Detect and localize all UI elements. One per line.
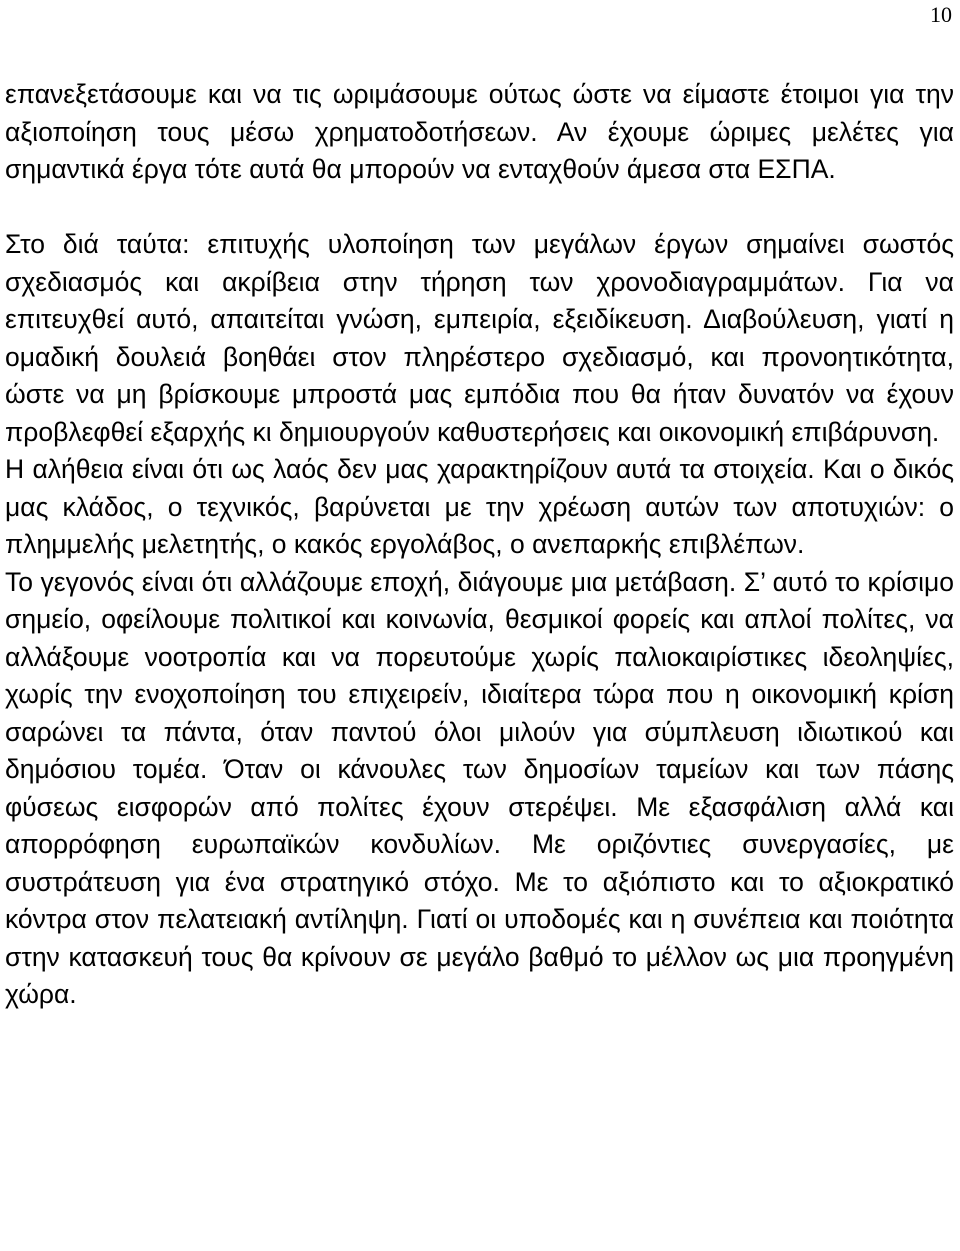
paragraph: Στο διά ταύτα: επιτυχής υλοποίηση των μεγάλων έργων σημαίνει σωστός σχεδιασμός και ακρίβεια στην τήρηση των χρονοδιαγραμμάτων. Για να επιτευχθεί αυτό, απαιτείται γνώση, εμπειρία, εξειδίκευση. Διαβούλευση, γιατί η ομαδική δουλειά βοηθάει στον πληρέστερο σχεδιασμό, και προνοητικότητα, ώστε να μη βρίσκουμε μπροστά μας εμπόδια που θα ήταν δυνατόν να έχουν προβλεφθεί εξαρχής κι δημιουργούν καθυστερήσεις και οικονομική επιβάρυνση.	[5, 229, 954, 447]
page-number: 10	[930, 2, 952, 27]
paragraph: επανεξετάσουμε και να τις ωριμάσουμε ούτως ώστε να είμαστε έτοιμοι για την αξιοποίηση τους μέσω χρηματοδοτήσεων. Αν έχουμε ώριμες μελέτες για σημαντικά έργα τότε αυτά θα μπορούν να ενταχθούν άμεσα στα ΕΣΠΑ.	[5, 79, 954, 184]
body-text	[5, 76, 954, 1014]
paragraph: Η αλήθεια είναι ότι ως λαός δεν μας χαρακτηρίζουν αυτά τα στοιχεία. Και ο δικός μας κλάδος, ο τεχνικός, βαρύνεται με την χρέωση αυτών των αποτυχιών: ο πλημμελής μελετητής, ο κακός εργολάβος, ο ανεπαρκής επιβλέπων.	[5, 454, 954, 559]
paragraph: Το γεγονός είναι ότι αλλάζουμε εποχή, διάγουμε μια μετάβαση. Σ’ αυτό το κρίσιμο σημείο, οφείλουμε πολιτικοί και κοινωνία, θεσμικοί φορείς και απλοί πολίτες, να αλλάξουμε νοοτροπία και να πορευτούμε χωρίς παλιοκαιρίστικες ιδεοληψίες, χωρίς την ενοχοποίηση του επιχειρείν, ιδιαίτερα τώρα που η οικονομική κρίση σαρώνει τα πάντα, όταν παντού όλοι μιλούν για σύμπλευση ιδιωτικού και δημόσιου τομέα. Όταν οι κάνουλες των δημοσίων ταμείων και των πάσης φύσεως εισφορών από πολίτες έχουν στερέψει. Με εξασφάλιση αλλά και απορρόφηση ευρωπαϊκών κονδυλίων. Με οριζόντιες συνεργασίες, με συστράτευση για ένα στρατηγικό στόχο. Με το αξιόπιστο και το αξιοκρατικό κόντρα στον πελατειακή αντίληψη. Γιατί οι υποδομές και η συνέπεια και ποιότητα στην κατασκευή τους θα κρίνουν σε μεγάλο βαθμό το μέλλον ως μια προηγμένη χώρα.	[5, 566, 954, 1009]
